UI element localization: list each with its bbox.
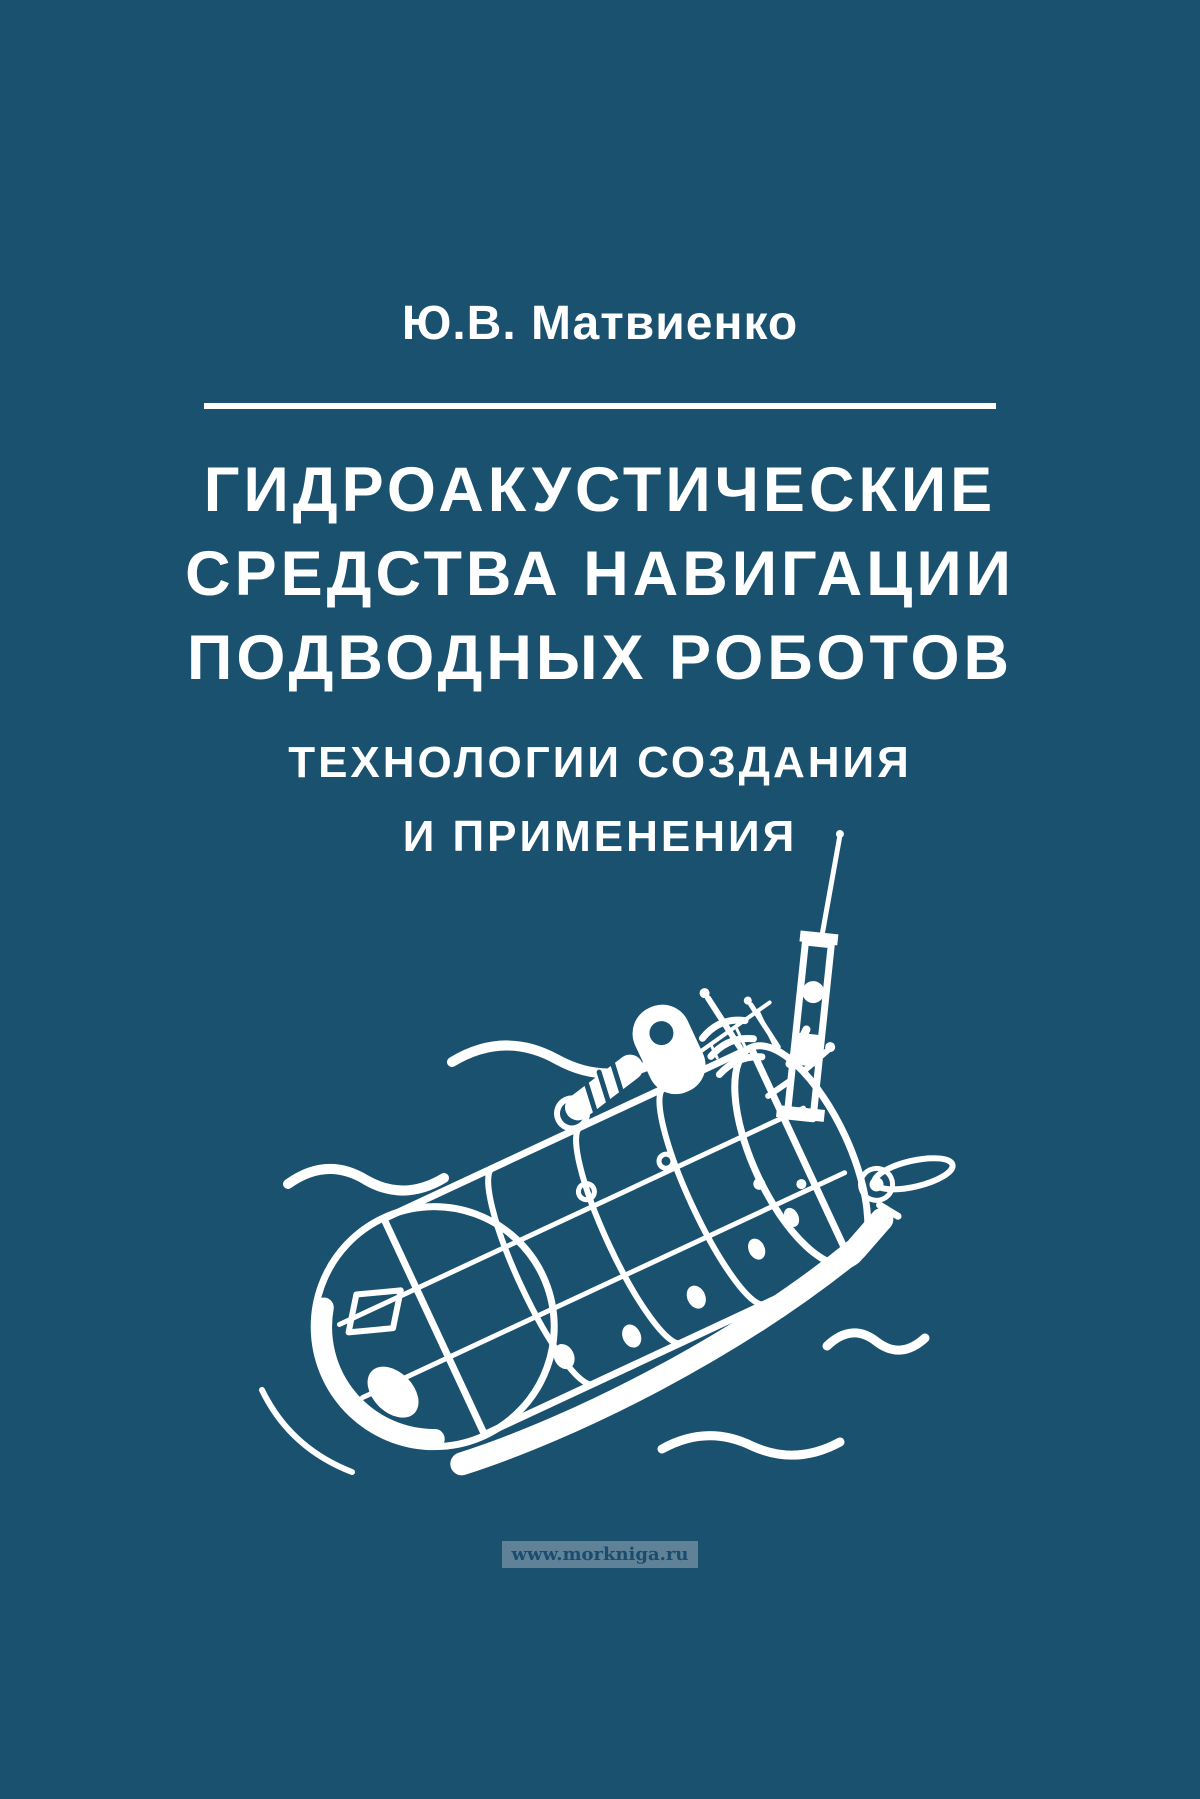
wave-left: [288, 1169, 444, 1191]
auv-propeller: [855, 1136, 965, 1225]
wave-bottom: [662, 1436, 840, 1455]
author-name: Ю.В. Матвиенко: [401, 297, 799, 350]
book-title-line-2: СРЕДСТВА НАВИГАЦИИ: [185, 539, 1015, 609]
book-subtitle-line-1: ТЕХНОЛОГИИ СОЗДАНИЯ: [288, 738, 912, 787]
book-title-line-3: ПОДВОДНЫХ РОБОТОВ: [187, 623, 1013, 693]
watermark-text: www.morkniga.ru: [511, 1543, 689, 1565]
auv-vehicle: [198, 804, 1029, 1507]
wave-right: [827, 1333, 925, 1350]
watermark-badge: [502, 1541, 698, 1568]
book-title-line-1: ГИДРОАКУСТИЧЕСКИЕ: [203, 455, 997, 525]
book-subtitle-line-2: И ПРИМЕНЕНИЯ: [402, 812, 798, 861]
